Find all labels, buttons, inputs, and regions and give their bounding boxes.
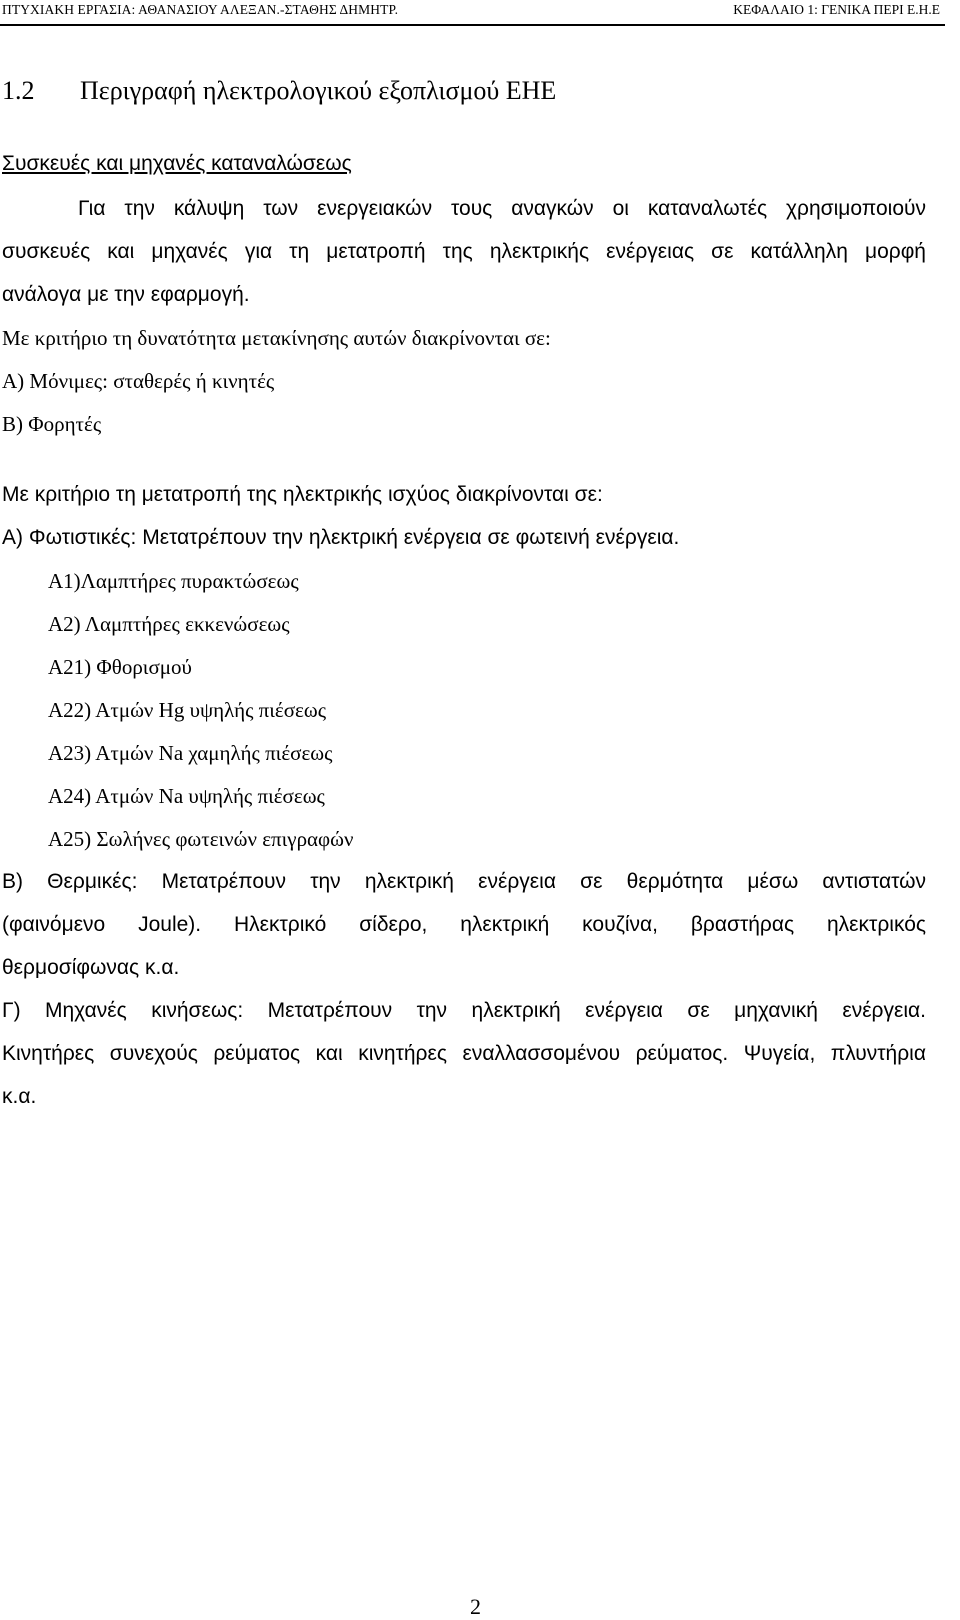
intro-line-3: ανάλογα με την εφαρμογή.	[2, 283, 250, 306]
mobility-item-a: Α) Μόνιμες: σταθερές ή κινητές	[2, 369, 275, 393]
intro-line-2: συσκευές και μηχανές για τη μετατροπή της ηλεκτρικής ενέργειας σε κατάλληλη μορφή	[2, 240, 926, 263]
page-number: 2	[470, 1594, 481, 1619]
lamp-item: Α23) Ατμών Na χαμηλής πιέσεως	[48, 741, 333, 765]
lamp-item: Α21) Φθορισμού	[48, 655, 192, 679]
conversion-criterion: Με κριτήριο τη μετατροπή της ηλεκτρικής ισχύος διακρίνονται σε:	[2, 483, 603, 506]
thermal-line-2: (φαινόμενο Joule). Ηλεκτρικό σίδερο, ηλεκτρική κουζίνα, βραστήρας ηλεκτρικός	[2, 913, 926, 936]
lamp-item: Α25) Σωλήνες φωτεινών επιγραφών	[48, 827, 354, 851]
thermal-line-1: Β) Θερμικές: Μετατρέπουν την ηλεκτρική ενέργεια σε θερμότητα μέσω αντιστατών	[2, 870, 926, 893]
intro-line-1: Για την κάλυψη των ενεργειακών τους αναγκών οι καταναλωτές χρησιμοποιούν	[78, 197, 926, 220]
lamp-item: Α22) Ατμών Hg υψηλής πιέσεως	[48, 698, 327, 722]
section-title: Περιγραφή ηλεκτρολογικού εξοπλισμού ΕΗΕ	[80, 76, 557, 105]
subheading: Συσκευές και μηχανές καταναλώσεως	[2, 152, 352, 175]
running-header-right: ΚΕΦΑΛΑΙΟ 1: ΓΕΝΙΚΑ ΠΕΡΙ Ε.Η.Ε	[733, 2, 940, 17]
header-rule	[0, 24, 945, 26]
motion-line-1: Γ) Μηχανές κινήσεως: Μετατρέπουν την ηλεκτρική ενέργεια σε μηχανική ενέργεια.	[2, 999, 926, 1022]
section-heading	[2, 76, 556, 106]
running-header-left: ΠΤΥΧΙΑΚΗ ΕΡΓΑΣΙΑ: ΑΘΑΝΑΣΙΟΥ ΑΛΕΞΑΝ.-ΣΤΑΘΗΣ ΔΗΜΗΤΡ.	[2, 2, 399, 17]
conversion-item-a: Α) Φωτιστικές: Μετατρέπουν την ηλεκτρική ενέργεια σε φωτεινή ενέργεια.	[2, 526, 680, 549]
lamp-item: Α2) Λαμπτήρες εκκενώσεως	[48, 612, 290, 636]
lamp-item: Α24) Ατμών Na υψηλής πιέσεως	[48, 784, 325, 808]
section-number: 1.2	[2, 76, 35, 105]
lamp-item: Α1)Λαμπτήρες πυρακτώσεως	[48, 569, 299, 593]
mobility-item-b: Β) Φορητές	[2, 412, 102, 436]
motion-line-3: κ.α.	[2, 1085, 37, 1108]
motion-line-2: Κινητήρες συνεχούς ρεύματος και κινητήρες εναλλασσομένου ρεύματος. Ψυγεία, πλυντήρια	[2, 1042, 926, 1065]
thermal-line-3: θερμοσίφωνας κ.α.	[2, 956, 180, 979]
mobility-criterion: Με κριτήριο τη δυνατότητα μετακίνησης αυτών διακρίνονται σε:	[2, 326, 551, 350]
